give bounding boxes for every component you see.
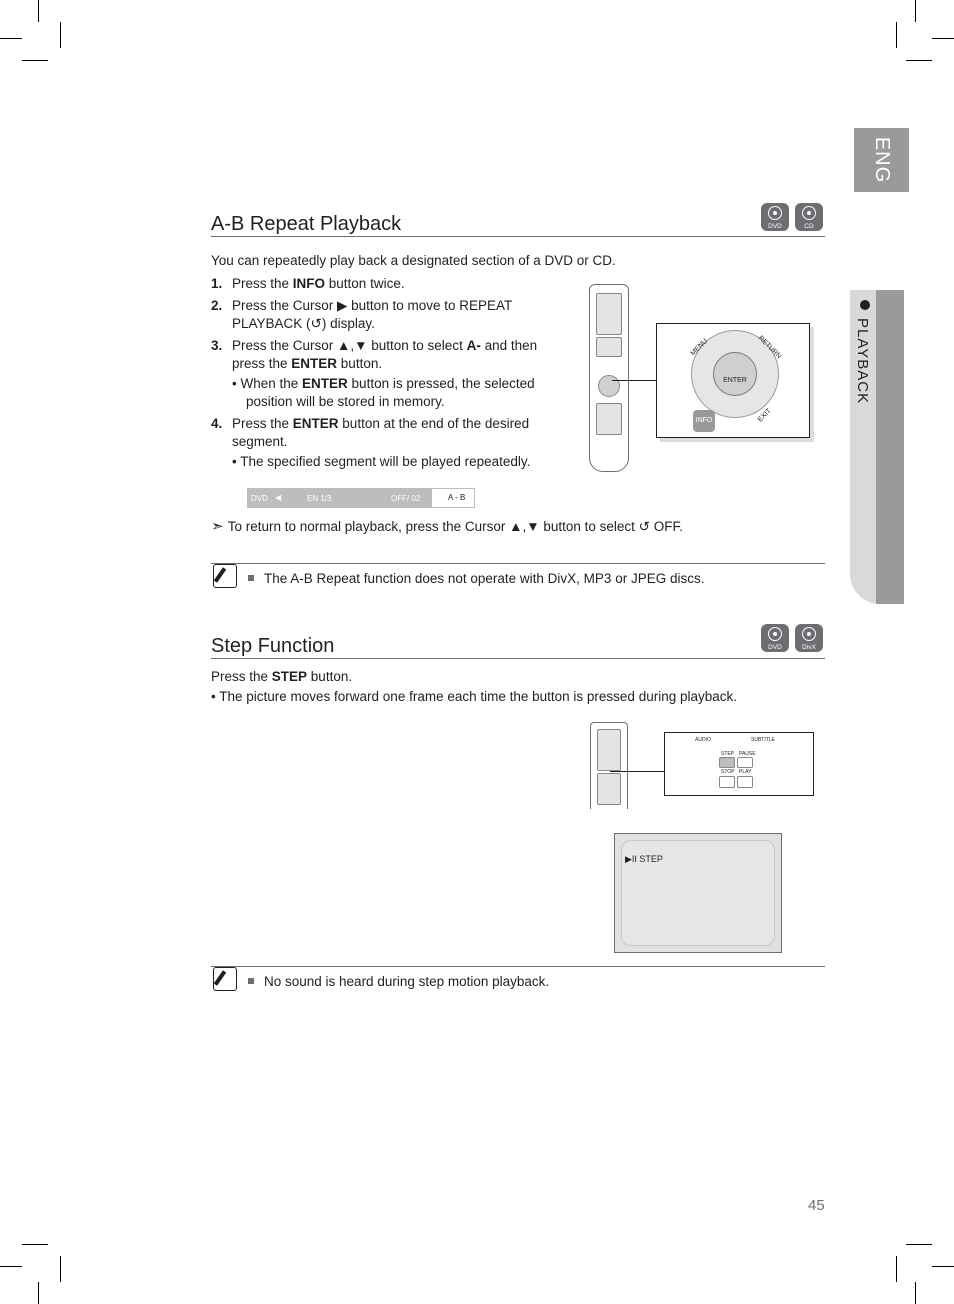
crop-mark bbox=[60, 1256, 61, 1282]
crop-mark bbox=[906, 1244, 932, 1245]
ab-note: The A-B Repeat function does not operate with DivX, MP3 or JPEG discs. bbox=[242, 570, 802, 588]
step-3: 3. Press the Cursor ▲,▼ button to select A- and then press the ENTER button. bbox=[211, 338, 538, 371]
remote-zoom-image bbox=[664, 732, 814, 796]
menu-label: MENU bbox=[689, 337, 710, 358]
section-label: PLAYBACK bbox=[854, 318, 871, 405]
remote-control-image bbox=[589, 284, 629, 472]
audio-label: AUDIO bbox=[695, 737, 711, 743]
crop-mark bbox=[60, 22, 61, 48]
status-ab: A - B bbox=[432, 489, 474, 507]
remote-zoom-image bbox=[656, 323, 810, 438]
crop-mark bbox=[0, 1266, 22, 1267]
subtitle-label: SUBTITLE bbox=[751, 737, 775, 743]
status-dvd: DVD bbox=[251, 494, 268, 503]
crop-mark bbox=[22, 60, 48, 61]
crop-mark bbox=[906, 60, 932, 61]
screen-step-text: ▶II STEP bbox=[625, 854, 663, 864]
step-label: STEP bbox=[721, 751, 735, 757]
return-label: RETURN bbox=[756, 334, 783, 361]
note-rule bbox=[211, 563, 825, 564]
crop-mark bbox=[38, 1282, 39, 1304]
callout-line bbox=[612, 380, 658, 381]
play-label: PLAY bbox=[739, 769, 752, 775]
remote-control-image bbox=[590, 722, 628, 809]
return-tip: ➣ To return to normal playback, press the Cursor ▲,▼ button to select ↺ OFF. bbox=[211, 518, 683, 535]
step-button bbox=[719, 757, 735, 768]
crop-mark bbox=[932, 1266, 954, 1267]
crop-mark bbox=[22, 1244, 48, 1245]
tv-screen-image bbox=[614, 833, 782, 953]
step-1: 1. Press the INFO button twice. bbox=[211, 276, 405, 291]
step-2: 2. Press the Cursor ▶ button to move to REPEAT PLAYBACK (↺) display. bbox=[211, 298, 512, 331]
note-icon bbox=[213, 564, 237, 588]
bullet-dot-icon bbox=[860, 300, 870, 310]
pause-label: PAUSE bbox=[739, 751, 756, 757]
enter-bullet: • When the ENTER button is pressed, the selected position will be stored in memory. bbox=[232, 376, 535, 409]
exit-label: EXIT bbox=[756, 407, 773, 424]
segment-bullet: • The specified segment will be played repeatedly. bbox=[232, 454, 531, 469]
note-icon bbox=[213, 967, 237, 991]
crop-mark bbox=[915, 1282, 916, 1304]
step-4: 4. Press the ENTER button at the end of the desired segment. bbox=[211, 416, 530, 449]
cd-disc-icon: CD bbox=[795, 203, 823, 231]
page-number: 45 bbox=[808, 1197, 825, 1214]
crop-mark bbox=[896, 22, 897, 48]
crop-mark bbox=[38, 0, 39, 22]
stop-label: STOP bbox=[721, 769, 735, 775]
language-tab bbox=[854, 128, 909, 192]
crop-mark bbox=[0, 38, 22, 39]
enter-button: ENTER bbox=[713, 352, 757, 396]
language-label: ENG bbox=[871, 136, 893, 184]
title-rule bbox=[211, 236, 825, 237]
dvd-disc-icon: DVD bbox=[761, 203, 789, 231]
step-bullet: • The picture moves forward one frame each time the button is pressed during playback. bbox=[211, 689, 738, 704]
title-rule bbox=[211, 658, 825, 659]
pause-button bbox=[737, 757, 753, 768]
ab-intro: You can repeatedly play back a designated section of a DVD or CD. bbox=[211, 253, 616, 268]
step-note: No sound is heard during step motion playback. bbox=[242, 973, 802, 991]
status-subtitle: OFF/ 02 bbox=[391, 494, 421, 503]
callout-line bbox=[610, 771, 665, 772]
crop-mark bbox=[915, 0, 916, 22]
crop-mark bbox=[932, 38, 954, 39]
section-tab bbox=[850, 290, 904, 604]
status-arrow: ◀ bbox=[275, 493, 282, 502]
step-press: Press the STEP button. bbox=[211, 669, 353, 684]
stop-button bbox=[719, 776, 735, 788]
step-title: Step Function bbox=[211, 635, 335, 657]
note-rule bbox=[211, 966, 825, 967]
dvd-disc-icon: DVD bbox=[761, 624, 789, 652]
status-audio: EN 1/3 bbox=[307, 494, 332, 503]
play-button bbox=[737, 776, 753, 788]
ab-title: A-B Repeat Playback bbox=[211, 213, 402, 235]
status-bar bbox=[247, 488, 475, 508]
crop-mark bbox=[896, 1256, 897, 1282]
divx-disc-icon: DivX bbox=[795, 624, 823, 652]
info-button: INFO bbox=[693, 410, 715, 432]
